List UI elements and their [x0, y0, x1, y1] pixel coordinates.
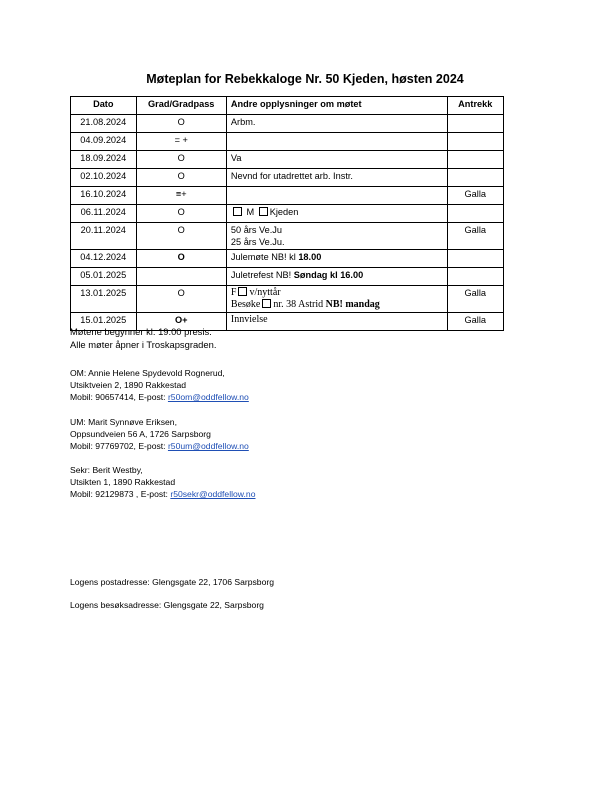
- contact-sekr: [70, 464, 256, 500]
- document-title: Møteplan for Rebekkaloge Nr. 50 Kjeden, høsten 2024: [146, 72, 464, 86]
- table-row: [71, 133, 504, 151]
- cell-date: 15.01.2025: [71, 313, 137, 331]
- header-antrekk: Antrekk: [447, 97, 503, 115]
- checkbox-icon: [262, 299, 271, 308]
- table-row: [71, 169, 504, 187]
- info-line: [231, 287, 443, 299]
- cell-grad: O: [136, 223, 226, 250]
- email-link[interactable]: r50um@oddfellow.no: [167, 441, 249, 451]
- cell-info: [226, 223, 447, 250]
- info-time: Søndag kl 16.00: [293, 270, 364, 280]
- phone-text: Mobil: 90657414, E-post:: [70, 392, 168, 402]
- cell-date: 06.11.2024: [71, 205, 137, 223]
- table-row: [71, 151, 504, 169]
- cell-antrekk: Galla: [447, 187, 503, 205]
- cell-antrekk: [447, 133, 503, 151]
- cell-grad: O: [136, 169, 226, 187]
- contact-phone: [70, 440, 249, 452]
- info-text: Besøke: [230, 299, 261, 310]
- cell-info: [226, 286, 447, 313]
- info-text: Juletrefest NB!: [230, 270, 294, 280]
- table-header-row: [71, 97, 504, 115]
- cell-date: 20.11.2024: [71, 223, 137, 250]
- cell-grad: O: [136, 151, 226, 169]
- visiting-address: Logens besøksadresse: Glengsgate 22, Sarpsborg: [70, 600, 264, 610]
- info-text: Kjeden: [269, 207, 299, 217]
- table-row: [71, 187, 504, 205]
- contact-street: Utsikten 1, 1890 Rakkestad: [70, 477, 176, 487]
- cell-antrekk: [447, 169, 503, 187]
- cell-grad: O: [136, 286, 226, 313]
- note-line: Alle møter åpner i Troskapsgraden.: [70, 338, 217, 350]
- cell-date: 05.01.2025: [71, 268, 137, 286]
- cell-date: 13.01.2025: [71, 286, 137, 313]
- email-link[interactable]: r50om@oddfellow.no: [167, 392, 249, 402]
- info-time: 18.00: [298, 252, 322, 262]
- cell-info: Arbm.: [226, 115, 447, 133]
- cell-antrekk: [447, 151, 503, 169]
- meeting-schedule-table: [70, 96, 504, 331]
- note-line: Møtene begynner kl. 19.00 presis.: [70, 326, 212, 337]
- cell-info: [226, 133, 447, 151]
- cell-grad: O: [136, 115, 226, 133]
- contact-name: Sekr: Berit Westby,: [70, 465, 143, 475]
- cell-grad: O: [136, 205, 226, 223]
- table-row: [71, 268, 504, 286]
- header-date: Dato: [71, 97, 137, 115]
- cell-info: Va: [226, 151, 447, 169]
- checkbox-icon: [233, 207, 242, 216]
- info-line: [231, 299, 443, 311]
- postal-address: Logens postadresse: Glengsgate 22, 1706 Sarpsborg: [70, 577, 275, 587]
- table-row: [71, 205, 504, 223]
- cell-antrekk: [447, 268, 503, 286]
- cell-date: 18.09.2024: [71, 151, 137, 169]
- info-text: F: [230, 287, 237, 298]
- cell-info: Nevnd for utadrettet arb. Instr.: [226, 169, 447, 187]
- cell-grad: = +: [136, 133, 226, 151]
- contact-street: Oppsundveien 56 A, 1726 Sarpsborg: [70, 429, 211, 439]
- cell-date: 21.08.2024: [71, 115, 137, 133]
- table-row: [71, 286, 504, 313]
- cell-info: [226, 205, 447, 223]
- cell-grad: O: [136, 250, 226, 268]
- contact-phone: [70, 488, 256, 500]
- checkbox-icon: [238, 287, 247, 296]
- info-line: 50 års Ve.Ju: [230, 225, 282, 235]
- cell-date: 16.10.2024: [71, 187, 137, 205]
- cell-info: [226, 268, 447, 286]
- header-info: Andre opplysninger om møtet: [226, 97, 447, 115]
- contact-om: [70, 367, 249, 403]
- info-note: NB! mandag: [325, 299, 380, 310]
- checkbox-icon: [259, 207, 268, 216]
- cell-antrekk: Galla: [447, 223, 503, 250]
- info-text: Julemøte NB! kl: [230, 252, 299, 262]
- cell-info: [226, 187, 447, 205]
- cell-info: Innvielse: [226, 313, 447, 331]
- cell-grad: [136, 268, 226, 286]
- meeting-notes: [70, 326, 216, 351]
- contact-phone: [70, 391, 249, 403]
- cell-antrekk: [447, 250, 503, 268]
- info-text: v/nyttår: [249, 287, 281, 298]
- table-row: [71, 250, 504, 268]
- cell-antrekk: Galla: [447, 313, 503, 331]
- info-line: 25 års Ve.Ju.: [230, 237, 285, 247]
- cell-date: 04.12.2024: [71, 250, 137, 268]
- phone-text: Mobil: 92129873 , E-post:: [70, 489, 171, 499]
- header-grad: Grad/Gradpass: [136, 97, 226, 115]
- contact-street: Utsiktveien 2, 1890 Rakkestad: [70, 380, 187, 390]
- cell-info: [226, 250, 447, 268]
- cell-antrekk: [447, 115, 503, 133]
- cell-grad: ≡+: [136, 187, 226, 205]
- cell-grad: O+: [136, 313, 226, 331]
- contact-name: UM: Marit Synnøve Eriksen,: [70, 417, 177, 427]
- email-link[interactable]: r50sekr@oddfellow.no: [170, 489, 256, 499]
- cell-antrekk: Galla: [447, 286, 503, 313]
- cell-date: 02.10.2024: [71, 169, 137, 187]
- cell-antrekk: [447, 205, 503, 223]
- table-row: [71, 115, 504, 133]
- contact-name: OM: Annie Helene Spydevold Rognerud,: [70, 368, 225, 378]
- cell-date: 04.09.2024: [71, 133, 137, 151]
- table-row: [71, 223, 504, 250]
- phone-text: Mobil: 97769702, E-post:: [70, 441, 168, 451]
- info-text: nr. 38 Astrid: [273, 299, 326, 310]
- contact-um: [70, 416, 249, 452]
- info-text: M: [246, 207, 255, 217]
